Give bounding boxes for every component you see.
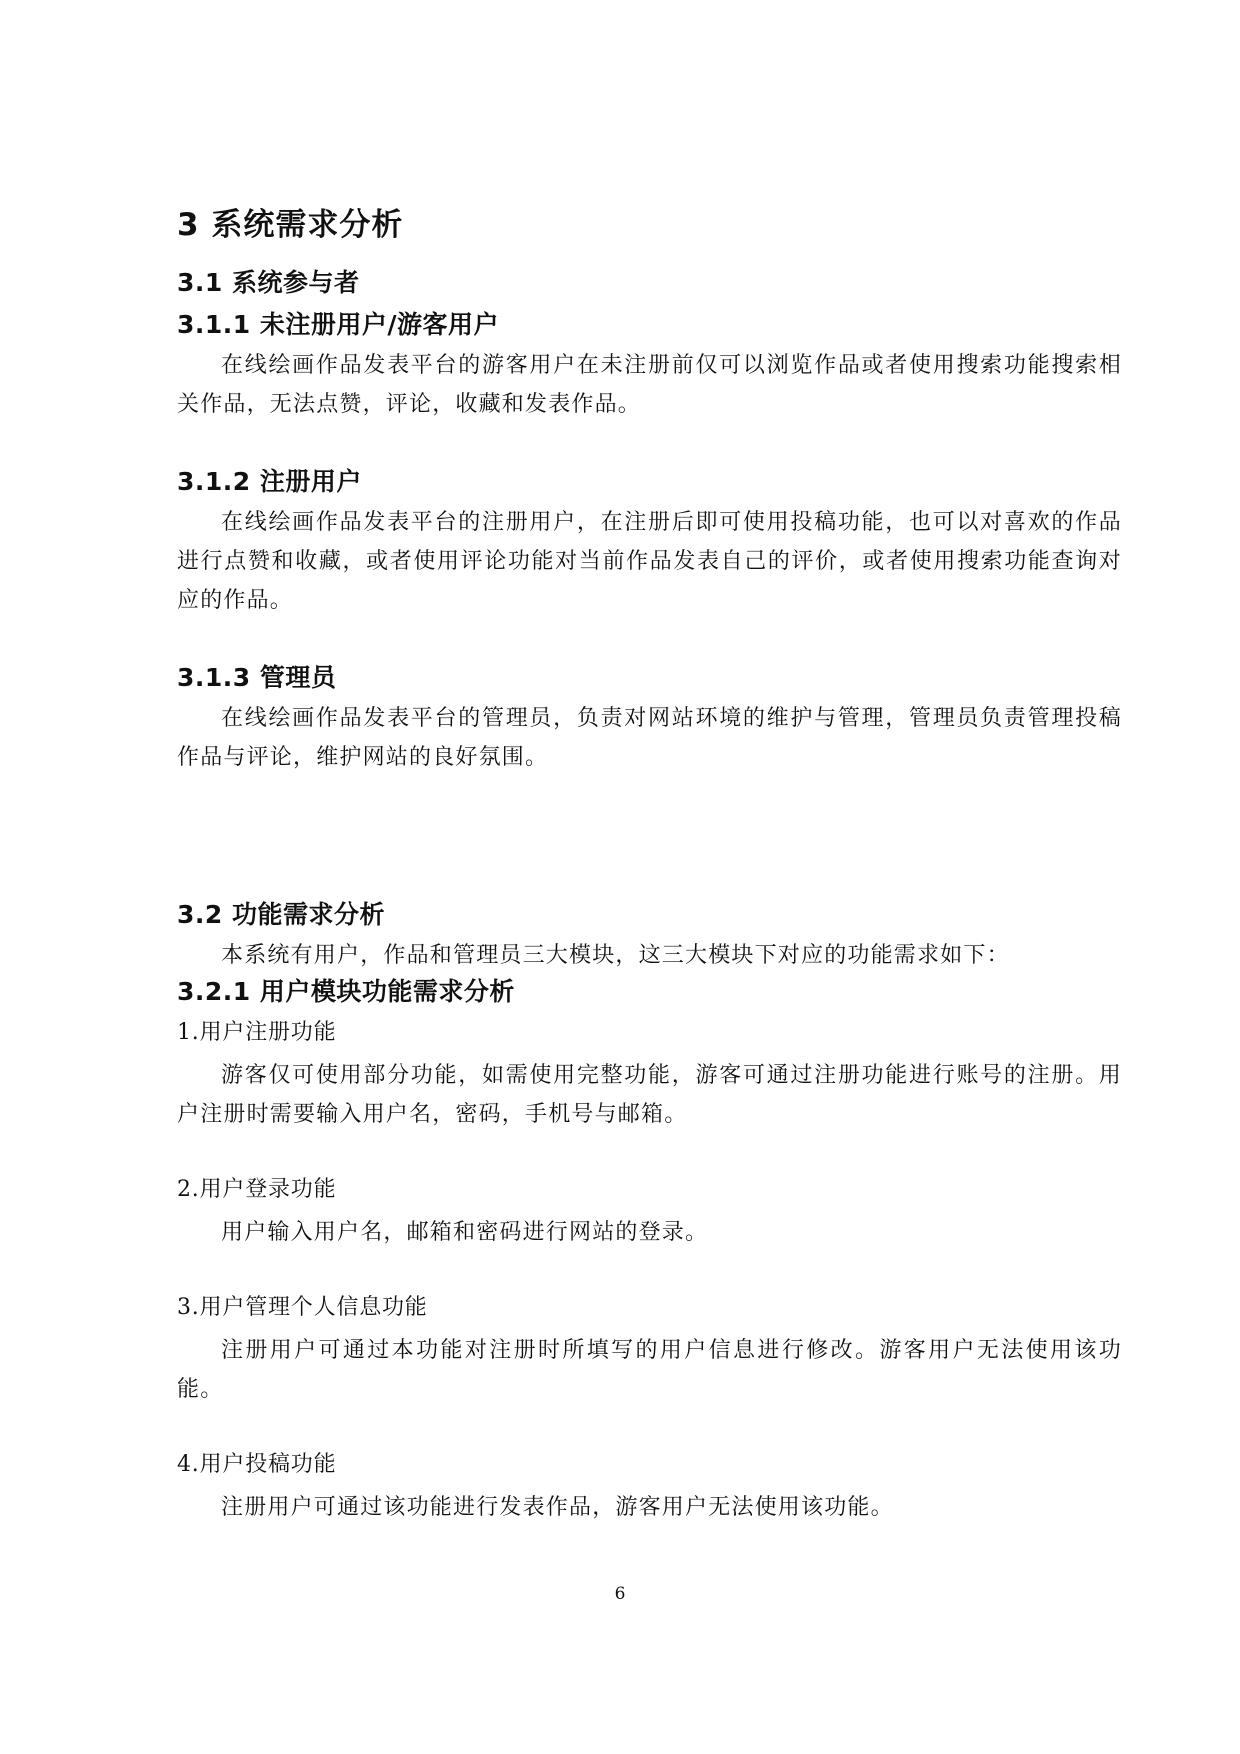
section-3-2-title: 3.2 功能需求分析: [177, 900, 385, 929]
section-3-2-1-title: 3.2.1 用户模块功能需求分析: [177, 977, 515, 1006]
page-number: 6: [614, 1584, 626, 1604]
section-3-1-title: 3.1 系统参与者: [177, 268, 360, 297]
item-4-body: 注册用户可通过该功能进行发表作品，游客用户无法使用该功能。: [221, 1495, 894, 1520]
section-3-1-2-title: 3.1.2 注册用户: [177, 467, 362, 496]
section-3-2-intro: 本系统有用户，作品和管理员三大模块，这三大模块下对应的功能需求如下：: [221, 943, 1010, 968]
section-3-1-2-body: 在线绘画作品发表平台的注册用户，在注册后即可使用投稿功能，也可以对喜欢的作品进行点赞和收藏，或者使用评论功能对当前作品发表自己的评价，或者使用搜索功能查询对应的作品。: [177, 510, 1122, 613]
item-2-label: 2.用户登录功能: [177, 1177, 337, 1202]
item-1-label: 1.用户注册功能: [177, 1020, 337, 1045]
item-4-label: 4.用户投稿功能: [177, 1452, 337, 1477]
chapter-title: 3 系统需求分析: [177, 207, 404, 243]
item-3-body: 注册用户可通过本功能对注册时所填写的用户信息进行修改。游客用户无法使用该功能。: [177, 1338, 1122, 1402]
section-3-1-3-title: 3.1.3 管理员: [177, 663, 337, 692]
section-3-1-3-body: 在线绘画作品发表平台的管理员，负责对网站环境的维护与管理，管理员负责管理投稿作品与评论，维护网站的良好氛围。: [177, 706, 1122, 770]
item-2-body: 用户输入用户名，邮箱和密码进行网站的登录。: [221, 1220, 709, 1245]
section-3-1-1-body: 在线绘画作品发表平台的游客用户在未注册前仅可以浏览作品或者使用搜索功能搜索相关作品，无法点赞，评论，收藏和发表作品。: [177, 353, 1122, 417]
item-3-label: 3.用户管理个人信息功能: [177, 1295, 428, 1320]
section-3-1-1-title: 3.1.1 未注册用户/游客用户: [177, 310, 500, 339]
item-1-body: 游客仅可使用部分功能，如需使用完整功能，游客可通过注册功能进行账号的注册。用户注册时需要输入用户名，密码，手机号与邮箱。: [177, 1063, 1122, 1127]
